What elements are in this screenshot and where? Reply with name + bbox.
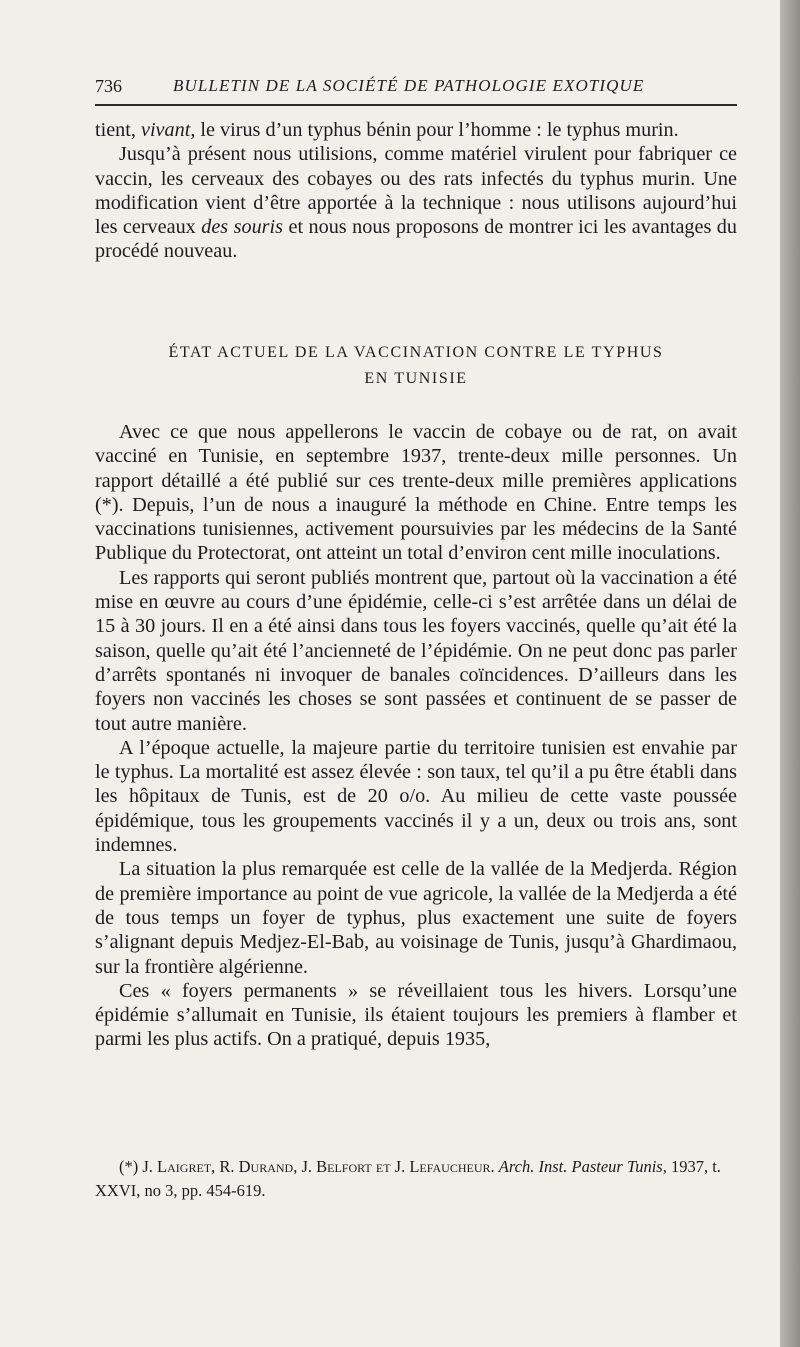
header-rule: [95, 104, 737, 106]
footnote-authors: J. Laigret, R. Durand, J. Belfort et J. Lefaucheur.: [142, 1157, 495, 1176]
footnote-marker: (*): [119, 1157, 139, 1176]
intro-paragraph-2: [95, 142, 737, 263]
paragraph: Avec ce que nous appellerons le vaccin de cobaye ou de rat, on avait vacciné en Tunisie, en septembre 1937, trente-deux mille personnes. Un rapport détaillé a été publié sur ces trente-deux mille premières applications (*). Depuis, l’un de nous a inauguré la méthode en Chine. Entre temps les vaccinations tunisiennes, activement poursuivies par les médecins de la Santé Publique du Protectorat, ont atteint un total d’environ cent mille inoculations.: [95, 421, 737, 565]
section-heading-line-1: ÉTAT ACTUEL DE LA VACCINATION CONTRE LE TYPHUS: [168, 344, 664, 361]
running-title: BULLETIN DE LA SOCIÉTÉ DE PATHOLOGIE EXOTIQUE: [173, 76, 645, 95]
intro-text: [95, 118, 737, 264]
intro-p2-after: et nous nous proposons de montrer ici les avantages du procédé nouveau.: [95, 216, 737, 263]
footnote-journal: Arch. Inst. Pasteur Tunis,: [498, 1157, 667, 1176]
paragraph: A l’époque actuelle, la majeure partie du territoire tunisien est envahie par le typhus. La mortalité est assez élevée : son taux, tel qu’il a pu être établi dans les hôpitaux de Tunis, est de 20 o/o. Au milieu de cette vaste poussée épidémique, tous les groupements vaccinés il y a un, deux ou trois ans, sont indemnes.: [95, 736, 737, 857]
intro-p2-emphasis: des souris: [201, 216, 283, 239]
book-spine-shadow: [780, 0, 800, 1347]
intro-p1-before: tient,: [95, 119, 141, 141]
intro-paragraph-1: [95, 118, 737, 142]
section-heading-line-2: EN TUNISIE: [364, 370, 468, 387]
intro-p2-before: Jusqu’à présent nous utilisions, comme matériel virulent pour fabriquer ce vaccin, les cerveaux des cobayes ou des rats infectés du typhus murin. Une modification vient d’être apportée à la technique : nous utilisons aujourd’hui les cerveaux: [95, 143, 737, 239]
footnote-reference: 1937, t. XXVI, no 3, pp. 454-619.: [95, 1157, 721, 1200]
paragraph: Les rapports qui seront publiés montrent que, partout où la vaccination a été mise en œuvre au cours d’une épidémie, celle-ci s’est arrêtée dans un délai de 15 à 30 jours. Il en a été ainsi dans tous les foyers vaccinés, quelle qu’ait été la saison, quelle qu’ait été l’ancienneté de l’épidémie. On ne peut donc pas parler d’arrêts spontanés ni invoquer de banales coïncidences. D’ailleurs dans les foyers non vaccinés les choses se sont passées et continuent de se passer de tout autre manière.: [95, 566, 737, 735]
section-heading: [95, 340, 737, 392]
paragraph: La situation la plus remarquée est celle de la vallée de la Medjerda. Région de première importance au point de vue agricole, la vallée de la Medjerda a été de tous temps un foyer de typhus, plus exactement une suite de foyers s’alignant depuis Medjez-El-Bab, au voisinage de Tunis, jusqu’à Ghardimaou, sur la frontière algérienne.: [95, 858, 737, 978]
paragraph: Ces « foyers permanents » se réveillaient tous les hivers. Lorsqu’une épidémie s’allumait en Tunisie, ils étaient toujours les premiers à flamber et parmi les plus actifs. On a pratiqué, depuis 1935,: [95, 979, 737, 1051]
section-body: [95, 420, 737, 1052]
footnote: [95, 1155, 737, 1203]
intro-p1-emphasis: vivant: [140, 119, 191, 141]
running-header: [95, 76, 737, 102]
page-number: 736: [95, 76, 122, 96]
intro-p1-after: , le virus d’un typhus bénin pour l’homme : le typhus murin.: [190, 119, 679, 141]
